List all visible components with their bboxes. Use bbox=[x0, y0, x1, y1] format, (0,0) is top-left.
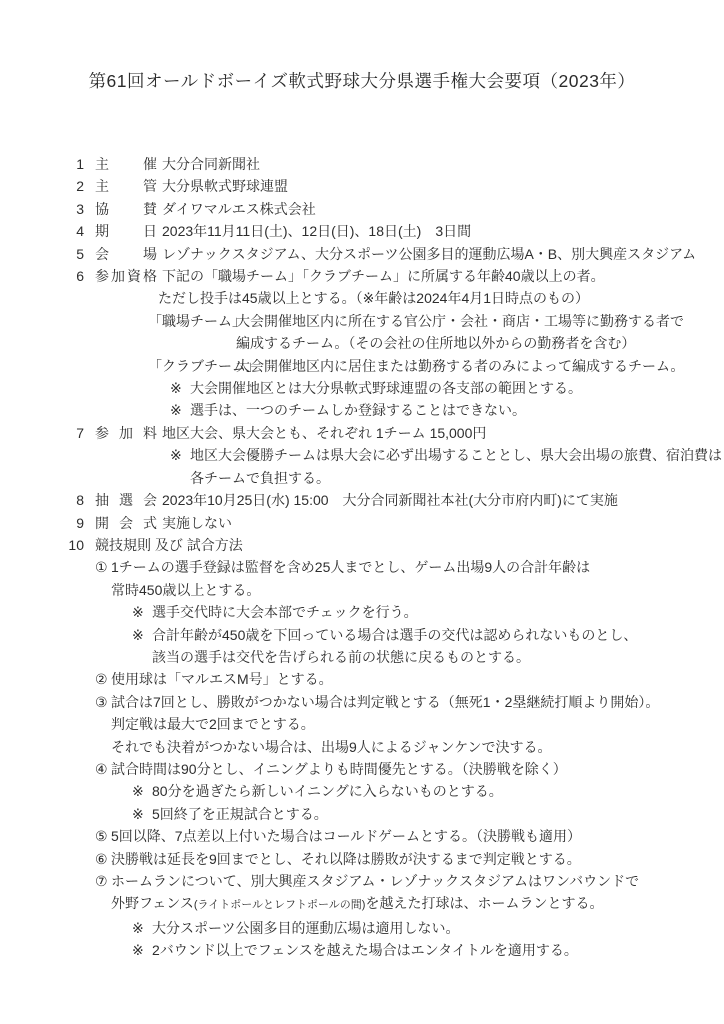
item-label: 期日 bbox=[95, 223, 157, 240]
team-definition: 大会開催地区内に居住または勤務する者のみによって編成するチーム。 bbox=[236, 357, 685, 374]
rule-mark: ⑥ bbox=[95, 850, 108, 867]
rule-text: 試合は7回とし、勝敗がつかない場合は判定戦とする（無死1・2塁継続打順より開始）。 bbox=[111, 693, 660, 710]
rule-mark: ④ bbox=[95, 760, 108, 777]
note-mark: ※ bbox=[170, 447, 182, 464]
item-row-8 bbox=[0, 489, 724, 511]
rule-1-note-1 bbox=[0, 601, 724, 623]
note-mark: ※ bbox=[170, 380, 182, 397]
rule-row-1 bbox=[0, 556, 724, 578]
item-text: 2023年11月11日(土)、12日(日)、18日(土) 3日間 bbox=[162, 223, 472, 240]
rule-mark: ⑦ bbox=[95, 873, 108, 889]
item-text: 大分県軟式野球連盟 bbox=[162, 178, 288, 195]
item6-shokuba-team-row bbox=[0, 310, 724, 332]
rule-7-note-1 bbox=[0, 917, 724, 939]
rule-text: 決勝戦は延長を9回までとし、それ以降は勝敗が決するまで判定戦とする。 bbox=[111, 850, 581, 867]
rule-row-4 bbox=[0, 758, 724, 780]
item-label: 開会式 bbox=[95, 514, 157, 531]
item-number: 3 bbox=[76, 200, 84, 217]
item-label: 協賛 bbox=[95, 200, 157, 217]
note-text: 合計年齢が450歳を下回っている場合は選手の交代は認められないものとし、 bbox=[152, 626, 638, 643]
rule-mark: ② bbox=[95, 671, 108, 688]
item-text: 地区大会、県大会とも、それぞれ 1チーム 15,000円 bbox=[162, 424, 487, 441]
item-number: 9 bbox=[76, 514, 84, 531]
rule-row-7 bbox=[0, 870, 724, 892]
item-text: 実施しない bbox=[162, 514, 232, 531]
rule-text: 判定戦は最大で2回までとする。 bbox=[111, 716, 315, 733]
item7-note-continuation bbox=[0, 467, 724, 489]
note-text: 80分を過ぎたら新しいイニングに入らないものとする。 bbox=[152, 783, 503, 800]
rule-1-note-2-continuation bbox=[0, 646, 724, 668]
page-title: 第61回オールドボーイズ軟式野球大分県選手権大会要項（2023年） bbox=[88, 71, 636, 91]
item-text: レゾナックスタジアム、大分スポーツ公園多目的運動広場A・B、別大興産スタジアム bbox=[162, 245, 697, 262]
rule-text: を越えた打球は、ホームランとする。 bbox=[365, 895, 604, 912]
rule-row-3 bbox=[0, 691, 724, 713]
rule-3-continuation-2 bbox=[0, 736, 724, 758]
note-text: 選手交代時に大会本部でチェックを行う。 bbox=[152, 604, 418, 621]
rule-7-note-2 bbox=[0, 939, 724, 961]
item-row-10 bbox=[0, 534, 724, 556]
item-label: 主管 bbox=[95, 178, 157, 195]
item-row-2 bbox=[0, 175, 724, 197]
note-mark: ※ bbox=[132, 805, 144, 822]
rule-text: 試合時間は90分とし、イニングよりも時間優先とする。（決勝戦を除く） bbox=[111, 760, 567, 777]
note-text: 2バウンド以上でフェンスを越えた場合はエンタイトルを適用する。 bbox=[152, 942, 578, 959]
rule-mark: ⑤ bbox=[95, 828, 108, 845]
item-row-6 bbox=[0, 265, 724, 287]
rule-1-note-2 bbox=[0, 624, 724, 646]
rule-3-continuation-1 bbox=[0, 713, 724, 735]
item-number: 1 bbox=[76, 156, 84, 172]
item-label: 競技規則 及び 試合方法 bbox=[95, 536, 243, 553]
item-number: 7 bbox=[76, 424, 84, 441]
item-label: 主催 bbox=[95, 156, 157, 172]
rule-text: それでも決着がつかない場合は、出場9人によるジャンケンで決する。 bbox=[111, 738, 552, 755]
rule-4-note-1 bbox=[0, 780, 724, 802]
rule-mark: ③ bbox=[95, 693, 108, 710]
item-row-3 bbox=[0, 198, 724, 220]
item-number: 5 bbox=[76, 245, 84, 262]
item-text: 大分合同新聞社 bbox=[162, 156, 260, 172]
rule-text: ホームランについて、別大興産スタジアム・レゾナックスタジアムはワンバウンドで bbox=[111, 873, 640, 889]
item6-shokuba-continuation bbox=[0, 332, 724, 354]
rule-text: 5回以降、7点差以上付いた場合はコールドゲームとする。（決勝戦も適用） bbox=[111, 828, 582, 845]
item-row-4 bbox=[0, 220, 724, 242]
note-mark: ※ bbox=[132, 783, 144, 800]
team-definition: 大会開催地区内に所在する官公庁・会社・商店・工場等に勤務する者で bbox=[236, 312, 684, 329]
item-row-7 bbox=[0, 422, 724, 444]
note-text: 大分スポーツ公園多目的運動広場は適用しない。 bbox=[152, 919, 460, 936]
rule-text: 1チームの選手登録は監督を含め25人までとし、ゲーム出場9人の合計年齢は bbox=[111, 559, 591, 576]
rule-row-6 bbox=[0, 848, 724, 870]
note-text: 地区大会優勝チームは県大会に必ず出場することとし、県大会出場の旅費、宿泊費は bbox=[190, 447, 722, 464]
item-row-5 bbox=[0, 243, 724, 265]
note-text: 選手は、一つのチームしか登録することはできない。 bbox=[190, 402, 526, 419]
item-row-9 bbox=[0, 512, 724, 534]
rule-text: 常時450歳以上とする。 bbox=[111, 581, 261, 598]
item-number: 2 bbox=[76, 178, 84, 195]
note-mark: ※ bbox=[132, 626, 144, 643]
rule-text: 外野フェンス bbox=[111, 895, 194, 912]
item-text: 2023年10月25日(水) 15:00 大分合同新聞社本社(大分市府内町)にて実施 bbox=[162, 492, 618, 509]
team-definition: 編成するチーム。（その会社の住所地以外からの勤務者を含む） bbox=[236, 335, 636, 352]
rule-text-small: (ライトポールとレフトポールの間) bbox=[193, 899, 366, 912]
note-text: 大会開催地区とは大分県軟式野球連盟の各支部の範囲とする。 bbox=[190, 380, 582, 397]
item-text: ただし投手は45歳以上とする。（※年齢は2024年4月1日時点のもの） bbox=[158, 290, 590, 307]
document-body bbox=[0, 153, 724, 962]
item-number: 4 bbox=[76, 223, 84, 240]
item-label: 会場 bbox=[95, 245, 157, 262]
item-number: 8 bbox=[76, 492, 84, 509]
item-text: 下記の「職場チーム」「クラブチーム」に所属する年齢40歳以上の者。 bbox=[162, 268, 605, 285]
item6-continuation bbox=[0, 287, 724, 309]
rule-1-continuation bbox=[0, 579, 724, 601]
rule-7-continuation bbox=[0, 892, 724, 916]
item6-club-team-row bbox=[0, 355, 724, 377]
item6-note-2 bbox=[0, 399, 724, 421]
rule-mark: ① bbox=[95, 559, 108, 576]
item-text: ダイワマルエス株式会社 bbox=[162, 200, 316, 217]
note-mark: ※ bbox=[132, 942, 144, 959]
item-label: 参加資格 bbox=[95, 268, 157, 285]
note-mark: ※ bbox=[132, 919, 144, 936]
item6-note-1 bbox=[0, 377, 724, 399]
item-label: 抽選会 bbox=[95, 492, 157, 509]
note-mark: ※ bbox=[132, 604, 144, 621]
rule-text: 使用球は「マルエスM号」とする。 bbox=[111, 671, 333, 688]
item-row-1 bbox=[0, 153, 724, 175]
note-text: 5回終了を正規試合とする。 bbox=[152, 805, 328, 822]
team-type-label: 「職場チーム」 bbox=[148, 312, 246, 329]
rule-row-5 bbox=[0, 825, 724, 847]
item-number: 6 bbox=[76, 268, 84, 285]
item7-note-1 bbox=[0, 444, 724, 466]
team-type-label: 「クラブチーム」 bbox=[148, 357, 260, 374]
rule-4-note-2 bbox=[0, 803, 724, 825]
item-number: 10 bbox=[68, 536, 84, 553]
item-label: 参加料 bbox=[95, 424, 157, 441]
note-text: 該当の選手は交代を告げられる前の状態に戻るものとする。 bbox=[152, 648, 530, 665]
rule-row-2 bbox=[0, 668, 724, 690]
note-mark: ※ bbox=[170, 402, 182, 419]
note-text: 各チームで負担する。 bbox=[190, 469, 330, 486]
